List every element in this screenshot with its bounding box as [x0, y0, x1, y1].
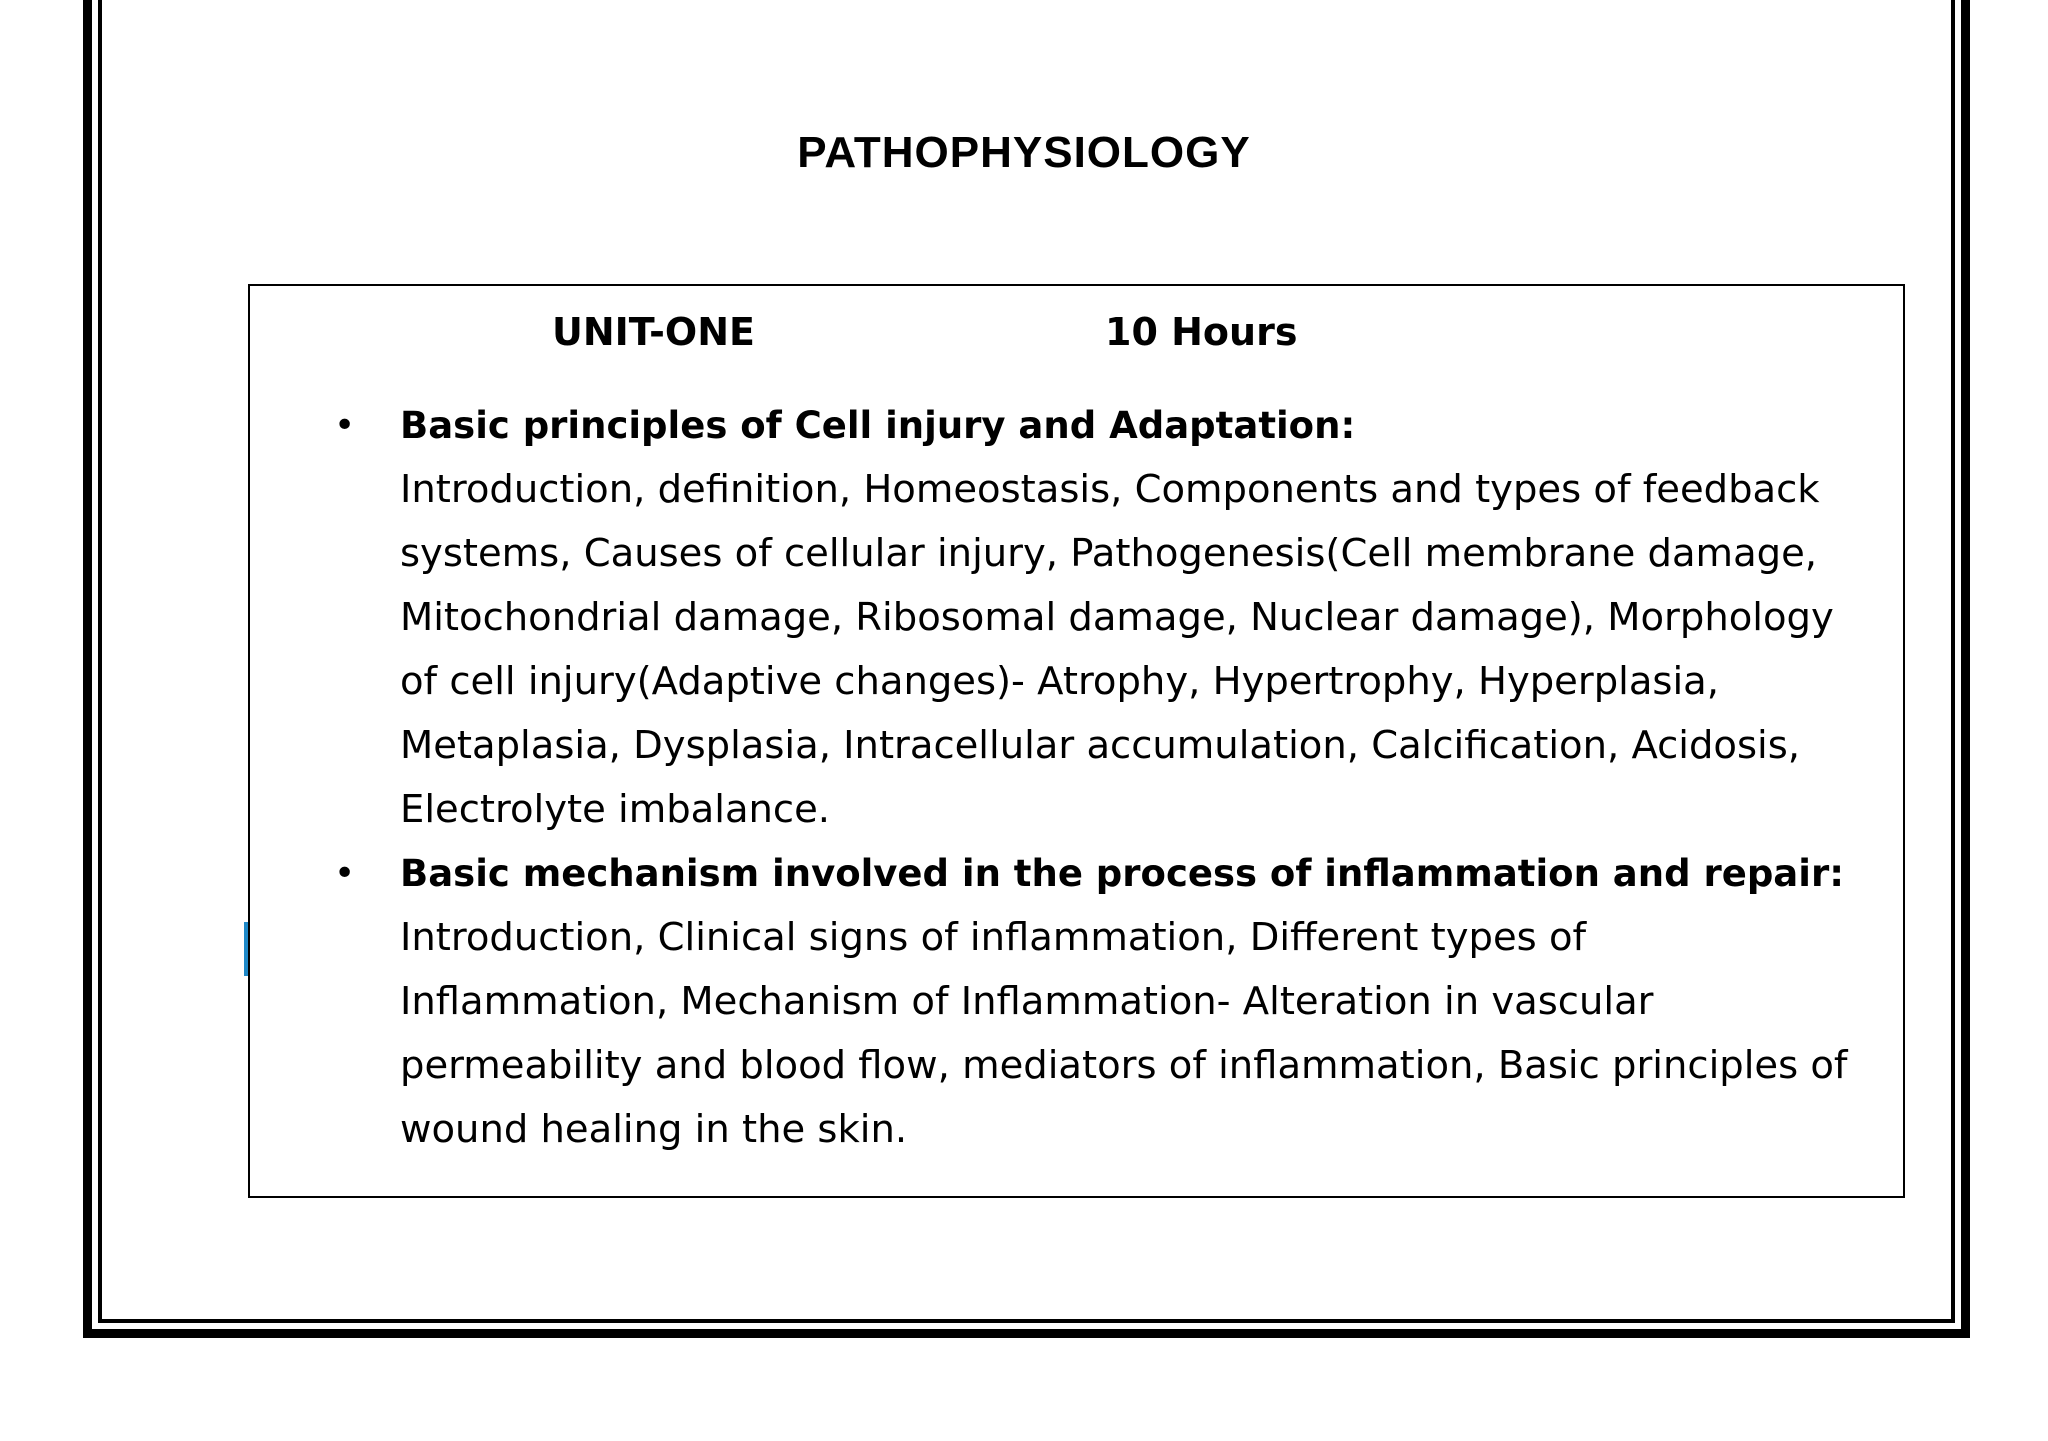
- text-cursor-mark: [244, 922, 248, 976]
- bullet-icon: •: [334, 405, 356, 446]
- topic-line: Introduction, Clinical signs of inflammation, Different types of: [400, 915, 1587, 960]
- unit-box: [248, 284, 1905, 1198]
- topic-line: Inflammation, Mechanism of Inflammation- Alteration in vascular: [400, 979, 1654, 1024]
- topic-line: Introduction, definition, Homeostasis, Components and types of feedback: [400, 467, 1820, 512]
- topic-heading: Basic principles of Cell injury and Adaptation:: [400, 404, 1356, 447]
- unit-hours: 10 Hours: [1105, 310, 1298, 354]
- topic-line: permeability and blood flow, mediators of inflammation, Basic principles of: [400, 1043, 1848, 1088]
- topic-body: [400, 906, 1890, 1162]
- unit-header: [250, 310, 1903, 360]
- topic-line: of cell injury(Adaptive changes)- Atrophy, Hypertrophy, Hyperplasia,: [400, 659, 1720, 704]
- topic-list: [334, 394, 1890, 1162]
- topic-item: [334, 842, 1890, 1162]
- unit-name: UNIT-ONE: [552, 310, 755, 354]
- topic-heading: Basic mechanism involved in the process of inflammation and repair:: [400, 852, 1844, 895]
- topic-line: systems, Causes of cellular injury, Pathogenesis(Cell membrane damage,: [400, 531, 1818, 576]
- topic-line: Metaplasia, Dysplasia, Intracellular accumulation, Calcification, Acidosis,: [400, 723, 1801, 768]
- topic-body: [400, 458, 1890, 842]
- page-title: PATHOPHYSIOLOGY: [797, 128, 1251, 177]
- topic-line: Mitochondrial damage, Ribosomal damage, Nuclear damage), Morphology: [400, 595, 1834, 640]
- topic-item: [334, 394, 1890, 842]
- topic-line: wound healing in the skin.: [400, 1107, 908, 1152]
- bullet-icon: •: [334, 853, 356, 894]
- topic-line: Electrolyte imbalance.: [400, 787, 831, 832]
